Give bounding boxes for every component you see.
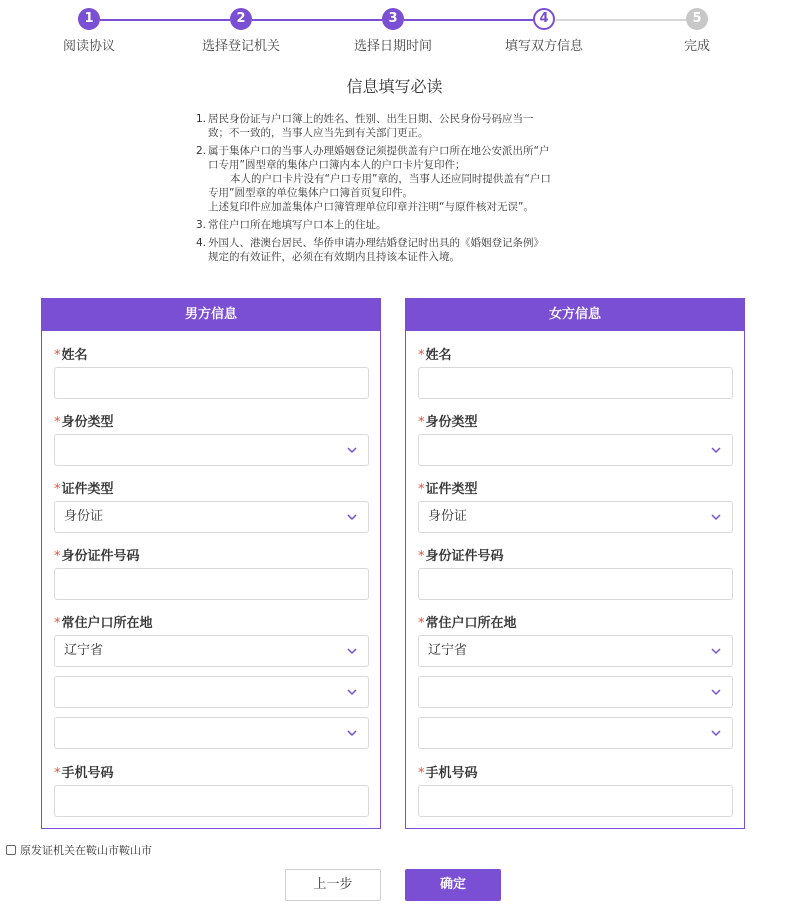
notice-title: 信息填写必读 — [346, 77, 443, 96]
male-district-select[interactable] — [54, 717, 369, 749]
male-name-label: *姓名 — [54, 348, 88, 363]
male-panel-title: 男方信息 — [42, 299, 380, 331]
male-name-input[interactable] — [54, 367, 369, 399]
confirm-button[interactable]: 确定 — [405, 869, 501, 901]
step-2-circle: 2 — [230, 8, 252, 30]
male-phone-input[interactable] — [54, 785, 369, 817]
issuing-authority-label: 原发证机关在鞍山市鞍山市 — [20, 844, 152, 857]
female-id-number-label: *身份证件号码 — [418, 549, 504, 564]
male-info-panel — [41, 298, 381, 829]
male-doc-type-label: *证件类型 — [54, 482, 114, 497]
notice-item-3-line-1: 常住户口所在地填写户口本上的住址。 — [208, 219, 387, 231]
male-id-type-label: *身份类型 — [54, 415, 114, 430]
step-4-label: 填写双方信息 — [504, 39, 584, 54]
notice-item-2-line-1: 属于集体户口的当事人办理婚姻登记须提供盖有户口所在地公安派出所“户 — [208, 145, 550, 157]
step-3-circle: 3 — [382, 8, 404, 30]
issuing-authority-checkbox-row[interactable] — [6, 842, 152, 858]
female-id-number-input[interactable] — [418, 568, 733, 600]
notice-item-4-number: 4. — [196, 237, 207, 249]
prev-step-button[interactable]: 上一步 — [285, 869, 381, 901]
notice-list — [196, 112, 586, 268]
step-connector-2-3 — [252, 19, 382, 21]
chevron-down-icon — [710, 645, 722, 657]
female-doc-type-select[interactable]: 身份证 — [418, 501, 733, 533]
female-id-type-select[interactable] — [418, 434, 733, 466]
female-province-select[interactable]: 辽宁省 — [418, 635, 733, 667]
female-doc-type-label: *证件类型 — [418, 482, 478, 497]
male-province-select[interactable]: 辽宁省 — [54, 635, 369, 667]
notice-item-2-tail-2: 上述复印件应加盖集体户口簿管理单位印章并注明“与原件核对无误”。 — [208, 201, 534, 213]
notice-item-2-number: 2. — [196, 145, 207, 157]
chevron-down-icon — [710, 727, 722, 739]
female-city-select[interactable] — [418, 676, 733, 708]
chevron-down-icon — [346, 511, 358, 523]
chevron-down-icon — [346, 444, 358, 456]
male-residence-label: *常住户口所在地 — [54, 616, 153, 631]
female-residence-label: *常住户口所在地 — [418, 616, 517, 631]
female-id-type-label: *身份类型 — [418, 415, 478, 430]
notice-item-2 — [196, 144, 586, 214]
notice-item-1-line-2: 致；不一致的，当事人应当先到有关部门更正。 — [208, 127, 429, 139]
step-4-circle: 4 — [533, 8, 555, 30]
female-phone-input[interactable] — [418, 785, 733, 817]
step-connector-4-5 — [556, 19, 686, 21]
male-id-type-select[interactable] — [54, 434, 369, 466]
notice-item-3 — [196, 218, 586, 232]
step-5-label: 完成 — [683, 39, 711, 54]
notice-item-3-number: 3. — [196, 219, 207, 231]
progress-stepper — [0, 0, 789, 60]
chevron-down-icon — [346, 727, 358, 739]
notice-item-4-line-1: 外国人、港澳台居民、华侨申请办理结婚登记时出具的《婚姻登记条例》 — [208, 237, 544, 249]
chevron-down-icon — [710, 511, 722, 523]
notice-item-4 — [196, 236, 586, 264]
female-district-select[interactable] — [418, 717, 733, 749]
notice-item-1-number: 1. — [196, 113, 207, 125]
female-name-label: *姓名 — [418, 348, 452, 363]
male-id-number-input[interactable] — [54, 568, 369, 600]
female-info-panel — [405, 298, 745, 829]
issuing-authority-checkbox[interactable] — [6, 845, 16, 855]
female-name-input[interactable] — [418, 367, 733, 399]
step-5-circle: 5 — [686, 8, 708, 30]
notice-item-1 — [196, 112, 586, 140]
male-phone-label: *手机号码 — [54, 766, 114, 781]
chevron-down-icon — [710, 444, 722, 456]
notice-item-2-indent-line: 本人的户口卡片没有“户口专用”章的，当事人还应同时提供盖有“户口 — [230, 173, 551, 185]
chevron-down-icon — [346, 686, 358, 698]
notice-item-4-line-2: 规定的有效证件，必须在有效期内且持该本证件入境。 — [208, 251, 460, 263]
step-connector-3-4 — [404, 19, 534, 21]
male-id-number-label: *身份证件号码 — [54, 549, 140, 564]
step-1-circle: 1 — [78, 8, 100, 30]
male-city-select[interactable] — [54, 676, 369, 708]
step-1-label: 阅读协议 — [62, 39, 116, 54]
chevron-down-icon — [346, 645, 358, 657]
notice-item-2-line-2: 口专用”圆型章的集体户口簿内本人的户口卡片复印件； — [208, 159, 466, 171]
step-connector-1-2 — [100, 19, 230, 21]
female-phone-label: *手机号码 — [418, 766, 478, 781]
notice-item-2-tail-1: 专用”圆型章的单位集体户口簿首页复印件。 — [208, 187, 413, 199]
chevron-down-icon — [710, 686, 722, 698]
notice-item-1-line-1: 居民身份证与户口簿上的姓名、性别、出生日期、公民身份号码应当一 — [208, 113, 534, 125]
female-panel-title: 女方信息 — [406, 299, 744, 331]
step-3-label: 选择日期时间 — [353, 39, 433, 54]
step-2-label: 选择登记机关 — [201, 39, 281, 54]
male-doc-type-select[interactable]: 身份证 — [54, 501, 369, 533]
